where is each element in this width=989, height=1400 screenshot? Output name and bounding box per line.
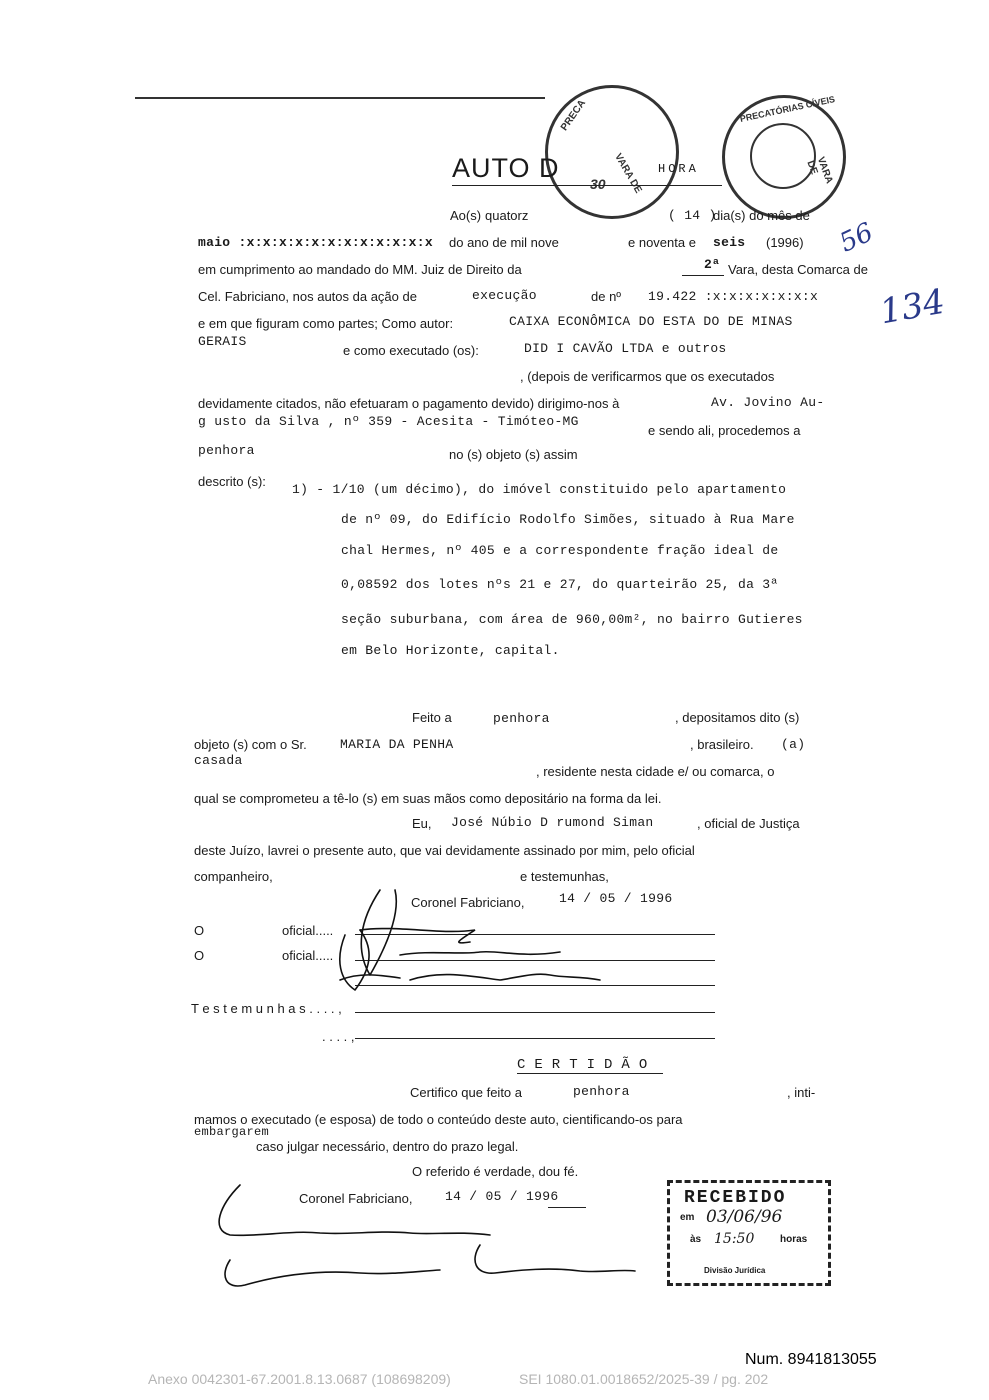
brasileiro-text: , brasileiro. bbox=[690, 737, 754, 752]
partes-text: e em que figuram como partes; Como autor: bbox=[198, 316, 454, 331]
feito-penhora: penhora bbox=[493, 711, 550, 726]
intimamos-text: , inti- bbox=[787, 1085, 816, 1100]
descrito-line-6: em Belo Horizonte, capital. bbox=[341, 643, 560, 658]
ano-label: do ano de mil nove bbox=[449, 235, 559, 250]
vara-underline bbox=[682, 275, 724, 276]
oficial-label-2: oficial..... bbox=[282, 948, 334, 963]
numero-label: de nº bbox=[591, 289, 622, 304]
day-number: ( 14 ) bbox=[668, 208, 717, 223]
precatorias-stamp-left bbox=[545, 85, 679, 219]
o-label-2: O bbox=[194, 948, 205, 963]
procedemos-text: e sendo ali, procedemos a bbox=[648, 423, 801, 438]
testemunha-dots: . . . . , bbox=[322, 1029, 355, 1044]
testemunha-line-2 bbox=[355, 1038, 715, 1039]
stamp-inner-ring bbox=[750, 123, 816, 189]
executado-text: DID I CAVÃO LTDA e outros bbox=[524, 341, 727, 356]
noventa-label: e noventa e bbox=[628, 235, 696, 250]
aos-label: Ao(s) bbox=[450, 208, 482, 223]
acao-text: execução bbox=[472, 288, 537, 303]
footer-num: Num. 8941813055 bbox=[745, 1351, 877, 1368]
descrito-label: descrito (s): bbox=[198, 474, 266, 489]
descrito-line-4: 0,08592 dos lotes nºs 21 e 27, do quarteirão 25, da 3ª bbox=[341, 577, 779, 592]
recebido-as-label: às bbox=[690, 1234, 702, 1245]
testemunha-line-1 bbox=[355, 1012, 715, 1013]
recebido-date: 03/06/96 bbox=[706, 1207, 783, 1227]
deste-juizo-text: deste Juízo, lavrei o presente auto, que vai devidamente assinado por mim, pelo oficial bbox=[194, 843, 695, 858]
quatorze-text: quatorz bbox=[485, 208, 529, 223]
officer-signatures bbox=[300, 880, 630, 1000]
penhora-text: penhora bbox=[198, 443, 255, 458]
autos-text: Cel. Fabriciano, nos autos da ação de bbox=[198, 289, 417, 304]
autor-text: CAIXA ECONÔMICA DO ESTA DO DE MINAS bbox=[509, 314, 793, 329]
certidao-penhora: penhora bbox=[573, 1084, 630, 1099]
companheiro-label: companheiro, bbox=[194, 869, 273, 884]
coronel-label: Coronel Fabriciano, bbox=[411, 895, 525, 910]
document-title-rest: HORA bbox=[658, 162, 699, 176]
stamp-left-text-a: PRECA bbox=[558, 98, 589, 133]
feito-label: Feito a bbox=[412, 710, 452, 725]
autor-text-2: GERAIS bbox=[198, 334, 247, 349]
executado-label: e como executado (os): bbox=[343, 343, 479, 358]
oficial-nome: José Núbio D rumond Siman bbox=[451, 815, 654, 830]
month-text: maio :x:x:x:x:x:x:x:x:x:x:x:x bbox=[198, 235, 433, 250]
citados-text: devidamente citados, não efetuaram o pagamento devido) dirigimo-nos à bbox=[198, 396, 620, 411]
descrito-line-5: seção suburbana, com área de 960,00m², no bairro Gutieres bbox=[341, 612, 803, 627]
residente-text: , residente nesta cidade e/ ou comarca, o bbox=[536, 764, 775, 779]
verdade-text: O referido é verdade, dou fé. bbox=[412, 1164, 579, 1179]
recebido-title: RECEBIDO bbox=[684, 1188, 787, 1208]
recebido-hora: 15:50 bbox=[714, 1231, 755, 1247]
recebido-stamp bbox=[667, 1180, 831, 1286]
testemunhas-sign-label: T e s t e m u n h a s . . . . , bbox=[191, 1001, 342, 1016]
oficial-label-1: oficial..... bbox=[282, 923, 334, 938]
top-rule bbox=[135, 97, 545, 99]
certidao-date: 14 / 05 / 1996 bbox=[445, 1189, 559, 1204]
mandado-text: em cumprimento ao mandado do MM. Juiz de Direito da bbox=[198, 262, 522, 277]
stamp-right-text-b: VARA DE bbox=[804, 155, 835, 185]
objeto-com-label: objeto (s) com o Sr. bbox=[194, 737, 307, 752]
descrito-line-3: chal Hermes, nº 405 e a correspondente fração ideal de bbox=[341, 543, 779, 558]
recebido-em-label: em bbox=[680, 1212, 695, 1223]
verificarmos-text: , (depois de verificarmos que os executados bbox=[520, 369, 775, 384]
certidao-title: C E R T I D Ã O bbox=[517, 1057, 648, 1073]
stamp-right-text-a: PRECATÓRIAS CÍVEIS bbox=[739, 94, 836, 124]
descrito-line-1: 1) - 1/10 (um décimo), do imóvel constituido pelo apartamento bbox=[292, 482, 787, 497]
stamp-left-text-b: VARA DE bbox=[612, 151, 644, 196]
recebido-horas-label: horas bbox=[780, 1234, 808, 1245]
footer-sei: SEI 1080.01.0018652/2025-39 / pg. 202 bbox=[519, 1371, 769, 1387]
objeto-assim-text: no (s) objeto (s) assim bbox=[449, 447, 578, 462]
processo-number: 19.422 :x:x:x:x:x:x:x bbox=[648, 289, 819, 304]
document-title: AUTO D bbox=[452, 153, 560, 183]
seis-text: seis bbox=[713, 235, 746, 250]
o-label-1: O bbox=[194, 923, 205, 938]
depositamos-text: , depositamos dito (s) bbox=[675, 710, 800, 725]
brasileiro-suffix: (a) bbox=[781, 737, 806, 752]
certidao-signatures bbox=[200, 1175, 640, 1305]
ano-number: (1996) bbox=[766, 235, 804, 250]
footer-anexo: Anexo 0042301-67.2001.8.13.0687 (108698209) bbox=[148, 1371, 451, 1387]
annotation-134: 134 bbox=[877, 281, 948, 333]
descrito-line-2: de nº 09, do Edifício Rodolfo Simões, situado à Rua Mare bbox=[341, 512, 795, 527]
dias-label: dia(s) do mês de bbox=[713, 208, 810, 223]
prazo-text: caso julgar necessário, dentro do prazo legal. bbox=[256, 1139, 519, 1154]
endereco-text: Av. Jovino Au- bbox=[711, 395, 825, 410]
qual-text: qual se comprometeu a tê-lo (s) em suas mãos como depositário na forma da lei. bbox=[194, 791, 662, 806]
embargarem-text: embargarem bbox=[194, 1125, 270, 1139]
recebido-divisao: Divisão Jurídica bbox=[704, 1266, 766, 1275]
stamp-left-num: 30 bbox=[590, 176, 606, 192]
certidao-coronel: Coronel Fabriciano, bbox=[299, 1191, 413, 1206]
auto-date: 14 / 05 / 1996 bbox=[559, 891, 673, 906]
certifico-text: Certifico que feito a bbox=[410, 1085, 523, 1100]
annotation-56: 56 bbox=[835, 217, 878, 259]
title-underline bbox=[452, 185, 722, 186]
mamos-text: mamos o executado (e esposa) de todo o conteúdo deste auto, cientificando-os para bbox=[194, 1112, 683, 1127]
testemunhas-label: e testemunhas, bbox=[520, 869, 609, 884]
certidao-underline bbox=[517, 1073, 663, 1074]
estado-civil: casada bbox=[194, 753, 243, 768]
vara-number: 2ª bbox=[704, 257, 721, 272]
endereco-text-2: g usto da Silva , nº 359 - Acesita - Timóteo-MG bbox=[198, 414, 579, 429]
oficial-justica-text: , oficial de Justiça bbox=[697, 816, 800, 831]
eu-label: Eu, bbox=[412, 816, 432, 831]
depositario-nome: MARIA DA PENHA bbox=[340, 737, 454, 752]
vara-text: Vara, desta Comarca de bbox=[728, 262, 868, 277]
